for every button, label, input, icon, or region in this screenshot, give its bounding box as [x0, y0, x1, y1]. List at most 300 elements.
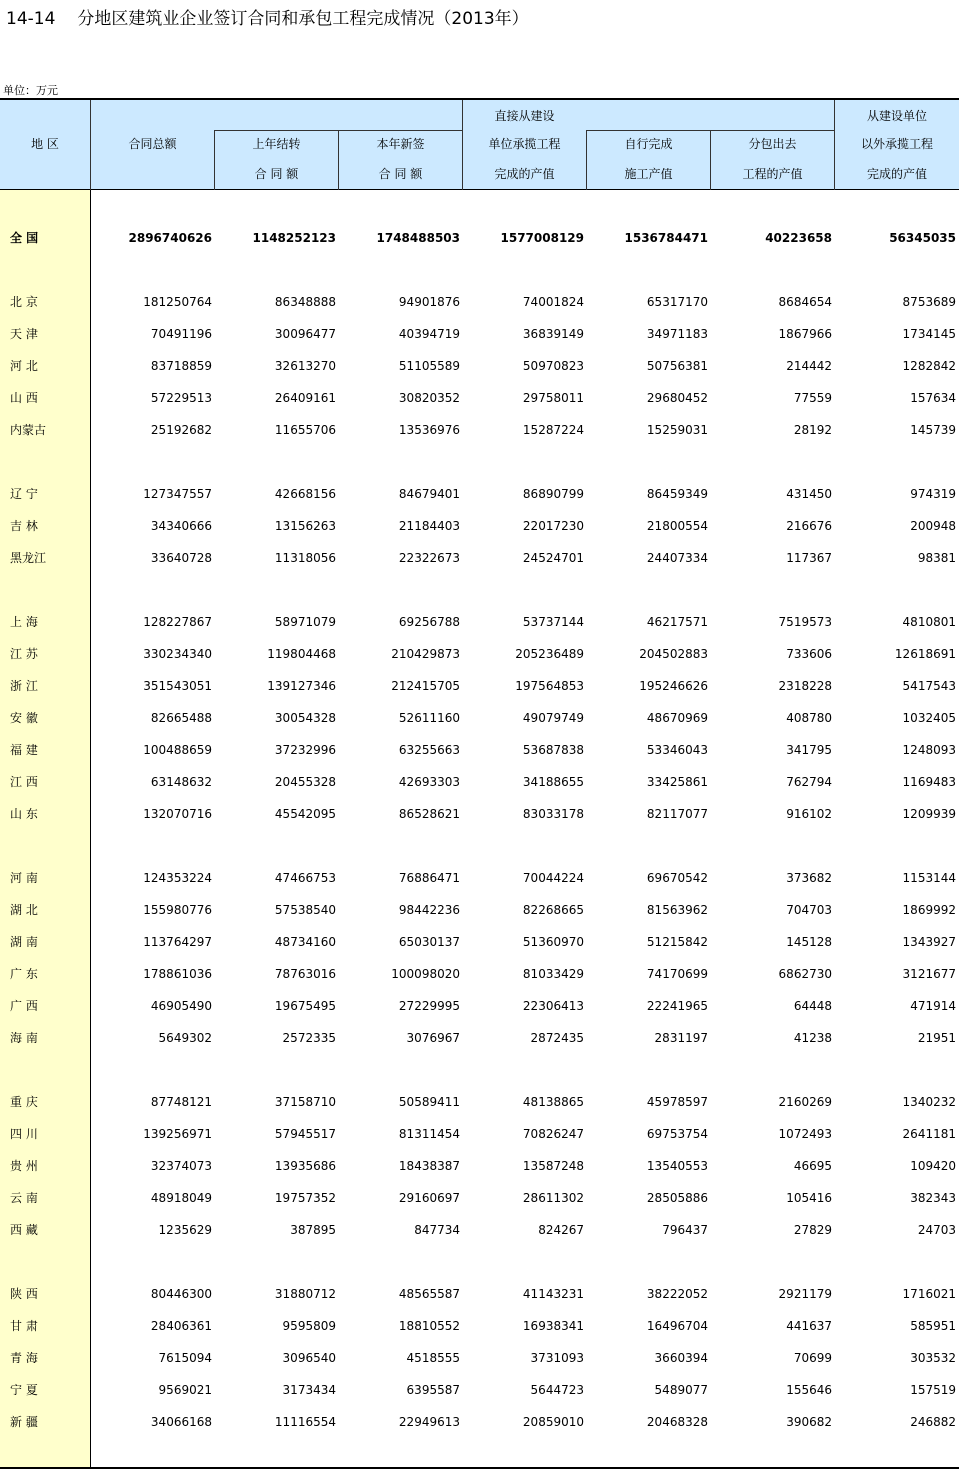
table-row	[0, 516, 959, 536]
cell-subcontract-output: 373682	[786, 871, 832, 885]
cell-contract-total: 70491196	[150, 327, 212, 341]
cell-other-output: 1716021	[902, 1287, 956, 1301]
cell-contract-total: 127347557	[143, 487, 212, 501]
cell-new-signed: 42693303	[398, 775, 460, 789]
page-title	[6, 4, 529, 29]
cell-new-signed: 22322673	[398, 551, 460, 565]
region-name: 西 藏	[10, 1223, 38, 1237]
cell-direct-output: 86890799	[522, 487, 584, 501]
cell-carried-over: 26409161	[274, 391, 336, 405]
cell-other-output: 1343927	[902, 935, 956, 949]
region-name: 山 西	[10, 391, 38, 405]
cell-direct-output: 50970823	[522, 359, 584, 373]
table-row	[0, 1092, 959, 1112]
cell-other-output: 585951	[910, 1319, 956, 1333]
cell-direct-output: 53737144	[522, 615, 584, 629]
table-row	[0, 1220, 959, 1240]
cell-direct-output: 20859010	[522, 1415, 584, 1429]
cell-carried-over: 13935686	[274, 1159, 336, 1173]
cell-other-output: 56345035	[889, 231, 956, 245]
cell-subcontract-output: 916102	[786, 807, 832, 821]
cell-new-signed: 94901876	[398, 295, 460, 309]
cell-new-signed: 210429873	[391, 647, 460, 661]
cell-new-signed: 98442236	[398, 903, 460, 917]
cell-direct-output: 83033178	[522, 807, 584, 821]
cell-other-output: 1282842	[902, 359, 956, 373]
table-row	[0, 484, 959, 504]
table-bottom-rule	[0, 1467, 959, 1469]
cell-subcontract-output: 2160269	[778, 1095, 832, 1109]
cell-other-output: 8753689	[902, 295, 956, 309]
cell-self-output: 86459349	[646, 487, 708, 501]
region-name: 广 东	[10, 967, 38, 981]
cell-direct-output: 16938341	[522, 1319, 584, 1333]
table-row	[0, 708, 959, 728]
cell-direct-output: 2872435	[530, 1031, 584, 1045]
region-name: 黑龙江	[10, 551, 47, 565]
cell-new-signed: 69256788	[398, 615, 460, 629]
cell-new-signed: 18810552	[398, 1319, 460, 1333]
cell-direct-output: 34188655	[522, 775, 584, 789]
cell-direct-output: 81033429	[522, 967, 584, 981]
cell-subcontract-output: 8684654	[778, 295, 832, 309]
table-row	[0, 772, 959, 792]
cell-subcontract-output: 2921179	[778, 1287, 832, 1301]
cell-carried-over: 86348888	[274, 295, 336, 309]
cell-self-output: 796437	[662, 1223, 708, 1237]
cell-self-output: 51215842	[646, 935, 708, 949]
header-new-signed-2: 合 同 额	[378, 167, 423, 181]
header-other-3: 完成的产值	[866, 167, 927, 181]
cell-self-output: 50756381	[646, 359, 708, 373]
table-row	[0, 1316, 959, 1336]
table-row	[0, 548, 959, 568]
cell-subcontract-output: 27829	[793, 1223, 832, 1237]
table-row	[0, 804, 959, 824]
cell-self-output: 29680452	[646, 391, 708, 405]
header-sub-1: 分包出去	[748, 137, 797, 151]
header-self-1: 自行完成	[624, 137, 673, 151]
cell-contract-total: 181250764	[143, 295, 212, 309]
cell-carried-over: 30054328	[274, 711, 336, 725]
cell-carried-over: 119804468	[267, 647, 336, 661]
cell-carried-over: 57538540	[274, 903, 336, 917]
region-name: 宁 夏	[10, 1383, 38, 1397]
region-name: 上 海	[10, 615, 38, 629]
region-name: 江 苏	[10, 647, 38, 661]
cell-subcontract-output: 214442	[786, 359, 832, 373]
cell-self-output: 69753754	[646, 1127, 708, 1141]
cell-self-output: 28505886	[646, 1191, 708, 1205]
cell-contract-total: 128227867	[143, 615, 212, 629]
table-row	[0, 356, 959, 376]
cell-new-signed: 18438387	[398, 1159, 460, 1173]
cell-self-output: 48670969	[646, 711, 708, 725]
cell-contract-total: 155980776	[143, 903, 212, 917]
cell-other-output: 1248093	[902, 743, 956, 757]
cell-subcontract-output: 41238	[793, 1031, 832, 1045]
region-name: 辽 宁	[10, 487, 38, 501]
table-row	[0, 1380, 959, 1400]
cell-contract-total: 7615094	[158, 1351, 212, 1365]
table-row	[0, 964, 959, 984]
region-name: 云 南	[10, 1191, 38, 1205]
region-name: 内蒙古	[10, 423, 47, 437]
cell-contract-total: 1235629	[158, 1223, 212, 1237]
region-name: 北 京	[10, 295, 38, 309]
cell-subcontract-output: 390682	[786, 1415, 832, 1429]
cell-contract-total: 5649302	[158, 1031, 212, 1045]
cell-contract-total: 139256971	[143, 1127, 212, 1141]
header-direct-1: 单位承揽工程	[488, 137, 561, 151]
cell-other-output: 157634	[910, 391, 956, 405]
cell-subcontract-output: 762794	[786, 775, 832, 789]
region-name: 山 东	[10, 807, 38, 821]
region-name: 湖 北	[10, 903, 38, 917]
cell-carried-over: 37158710	[274, 1095, 336, 1109]
cell-new-signed: 4518555	[406, 1351, 460, 1365]
cell-subcontract-output: 77559	[793, 391, 832, 405]
cell-carried-over: 1148252123	[252, 231, 336, 245]
cell-direct-output: 22306413	[522, 999, 584, 1013]
cell-direct-output: 28611302	[522, 1191, 584, 1205]
cell-subcontract-output: 6862730	[778, 967, 832, 981]
cell-contract-total: 178861036	[143, 967, 212, 981]
cell-contract-total: 80446300	[150, 1287, 212, 1301]
cell-self-output: 13540553	[646, 1159, 708, 1173]
cell-carried-over: 45542095	[274, 807, 336, 821]
table-row	[0, 644, 959, 664]
header-self-2: 施工产值	[624, 167, 673, 181]
cell-subcontract-output: 46695	[793, 1159, 832, 1173]
cell-contract-total: 48918049	[150, 1191, 212, 1205]
cell-self-output: 53346043	[646, 743, 708, 757]
table-row	[0, 1412, 959, 1432]
cell-direct-output: 13587248	[522, 1159, 584, 1173]
cell-other-output: 145739	[910, 423, 956, 437]
region-name: 陕 西	[10, 1287, 38, 1301]
region-column-background	[0, 190, 90, 1468]
cell-self-output: 38222052	[646, 1287, 708, 1301]
region-name: 甘 肃	[10, 1319, 38, 1333]
cell-other-output: 1209939	[902, 807, 956, 821]
cell-new-signed: 52611160	[398, 711, 460, 725]
header-contract-total: 合同总额	[128, 137, 177, 151]
cell-new-signed: 65030137	[398, 935, 460, 949]
table-row	[0, 1348, 959, 1368]
table-row	[0, 324, 959, 344]
region-name: 重 庆	[10, 1095, 38, 1109]
cell-other-output: 4810801	[902, 615, 956, 629]
region-name: 青 海	[10, 1351, 38, 1365]
cell-carried-over: 30096477	[274, 327, 336, 341]
cell-carried-over: 47466753	[274, 871, 336, 885]
cell-carried-over: 32613270	[274, 359, 336, 373]
cell-new-signed: 29160697	[398, 1191, 460, 1205]
cell-carried-over: 48734160	[274, 935, 336, 949]
cell-self-output: 65317170	[646, 295, 708, 309]
cell-direct-output: 74001824	[522, 295, 584, 309]
cell-carried-over: 2572335	[282, 1031, 336, 1045]
cell-contract-total: 34066168	[150, 1415, 212, 1429]
cell-contract-total: 28406361	[150, 1319, 212, 1333]
table-row	[0, 932, 959, 952]
cell-other-output: 1734145	[902, 327, 956, 341]
table-number: 14-14	[6, 9, 56, 29]
cell-contract-total: 63148632	[150, 775, 212, 789]
cell-contract-total: 330234340	[143, 647, 212, 661]
table-row	[0, 612, 959, 632]
cell-other-output: 98381	[917, 551, 956, 565]
cell-other-output: 1153144	[902, 871, 956, 885]
header-direct-2: 完成的产值	[494, 167, 555, 181]
cell-direct-output: 53687838	[522, 743, 584, 757]
cell-subcontract-output: 145128	[786, 935, 832, 949]
cell-other-output: 3121677	[902, 967, 956, 981]
cell-new-signed: 40394719	[398, 327, 460, 341]
table-row	[0, 1188, 959, 1208]
cell-direct-output: 51360970	[522, 935, 584, 949]
cell-other-output: 21951	[917, 1031, 956, 1045]
cell-direct-output: 3731093	[530, 1351, 584, 1365]
cell-other-output: 382343	[910, 1191, 956, 1205]
cell-carried-over: 20455328	[274, 775, 336, 789]
cell-contract-total: 33640728	[150, 551, 212, 565]
cell-self-output: 33425861	[646, 775, 708, 789]
region-name: 海 南	[10, 1031, 38, 1045]
cell-contract-total: 100488659	[143, 743, 212, 757]
header-direct-group: 直接从建设	[494, 109, 555, 123]
cell-other-output: 12618691	[894, 647, 956, 661]
region-name: 全 国	[10, 231, 39, 245]
cell-carried-over: 13156263	[274, 519, 336, 533]
cell-carried-over: 11655706	[274, 423, 336, 437]
cell-new-signed: 100098020	[391, 967, 460, 981]
cell-self-output: 195246626	[639, 679, 708, 693]
table-row	[0, 1156, 959, 1176]
region-name: 安 徽	[10, 711, 38, 725]
cell-direct-output: 70044224	[522, 871, 584, 885]
table-row	[0, 1284, 959, 1304]
cell-subcontract-output: 40223658	[765, 231, 832, 245]
cell-direct-output: 36839149	[522, 327, 584, 341]
cell-subcontract-output: 70699	[793, 1351, 832, 1365]
cell-contract-total: 351543051	[143, 679, 212, 693]
cell-contract-total: 34340666	[150, 519, 212, 533]
region-name: 广 西	[10, 999, 38, 1013]
cell-carried-over: 19675495	[274, 999, 336, 1013]
cell-new-signed: 847734	[414, 1223, 460, 1237]
cell-carried-over: 58971079	[274, 615, 336, 629]
cell-new-signed: 21184403	[398, 519, 460, 533]
cell-other-output: 157519	[910, 1383, 956, 1397]
cell-new-signed: 3076967	[406, 1031, 460, 1045]
cell-direct-output: 205236489	[515, 647, 584, 661]
region-name: 贵 州	[10, 1159, 38, 1173]
cell-other-output: 974319	[910, 487, 956, 501]
header-carried-over-1: 上年结转	[252, 137, 301, 151]
cell-new-signed: 6395587	[406, 1383, 460, 1397]
table-header	[0, 98, 959, 190]
cell-other-output: 2641181	[902, 1127, 956, 1141]
cell-self-output: 3660394	[654, 1351, 708, 1365]
cell-self-output: 34971183	[646, 327, 708, 341]
cell-self-output: 74170699	[646, 967, 708, 981]
region-name: 新 疆	[10, 1415, 38, 1429]
cell-self-output: 204502883	[639, 647, 708, 661]
cell-contract-total: 82665488	[150, 711, 212, 725]
cell-carried-over: 78763016	[274, 967, 336, 981]
table-row	[0, 996, 959, 1016]
table-title: 分地区建筑业企业签订合同和承包工程完成情况（2013年）	[77, 9, 529, 29]
cell-direct-output: 29758011	[522, 391, 584, 405]
header-other-1: 从建设单位	[866, 109, 927, 123]
cell-contract-total: 25192682	[150, 423, 212, 437]
cell-other-output: 471914	[910, 999, 956, 1013]
region-name: 河 北	[10, 359, 38, 373]
cell-self-output: 69670542	[646, 871, 708, 885]
cell-subcontract-output: 64448	[793, 999, 832, 1013]
cell-subcontract-output: 408780	[786, 711, 832, 725]
header-region: 地 区	[31, 137, 59, 151]
region-name: 河 南	[10, 871, 38, 885]
cell-direct-output: 824267	[538, 1223, 584, 1237]
header-new-signed-1: 本年新签	[376, 137, 425, 151]
cell-other-output: 1169483	[902, 775, 956, 789]
cell-new-signed: 1748488503	[376, 231, 460, 245]
cell-direct-output: 1577008129	[500, 231, 584, 245]
table-row	[0, 1124, 959, 1144]
cell-direct-output: 24524701	[522, 551, 584, 565]
unit-label: 单位：万元	[3, 84, 58, 97]
cell-new-signed: 63255663	[398, 743, 460, 757]
header-carried-over-2: 合 同 额	[254, 167, 299, 181]
cell-carried-over: 11318056	[274, 551, 336, 565]
cell-other-output: 200948	[910, 519, 956, 533]
cell-subcontract-output: 441637	[786, 1319, 832, 1333]
region-name: 天 津	[10, 327, 38, 341]
cell-contract-total: 9569021	[158, 1383, 212, 1397]
cell-self-output: 45978597	[646, 1095, 708, 1109]
cell-carried-over: 3173434	[282, 1383, 336, 1397]
cell-contract-total: 83718859	[150, 359, 212, 373]
cell-direct-output: 82268665	[522, 903, 584, 917]
cell-subcontract-output: 28192	[793, 423, 832, 437]
cell-new-signed: 81311454	[398, 1127, 460, 1141]
table-row-national	[0, 228, 959, 248]
cell-self-output: 21800554	[646, 519, 708, 533]
cell-self-output: 20468328	[646, 1415, 708, 1429]
cell-carried-over: 37232996	[274, 743, 336, 757]
cell-carried-over: 3096540	[282, 1351, 336, 1365]
cell-direct-output: 70826247	[522, 1127, 584, 1141]
cell-contract-total: 32374073	[150, 1159, 212, 1173]
cell-new-signed: 212415705	[391, 679, 460, 693]
cell-new-signed: 27229995	[398, 999, 460, 1013]
cell-other-output: 109420	[910, 1159, 956, 1173]
cell-other-output: 5417543	[902, 679, 956, 693]
cell-self-output: 2831197	[654, 1031, 708, 1045]
cell-new-signed: 86528621	[398, 807, 460, 821]
table-row	[0, 676, 959, 696]
cell-other-output: 1869992	[902, 903, 956, 917]
table-row	[0, 868, 959, 888]
cell-carried-over: 139127346	[267, 679, 336, 693]
cell-other-output: 1032405	[902, 711, 956, 725]
cell-other-output: 303532	[910, 1351, 956, 1365]
cell-subcontract-output: 431450	[786, 487, 832, 501]
cell-self-output: 5489077	[654, 1383, 708, 1397]
cell-contract-total: 124353224	[143, 871, 212, 885]
cell-direct-output: 5644723	[530, 1383, 584, 1397]
cell-new-signed: 76886471	[398, 871, 460, 885]
cell-other-output: 246882	[910, 1415, 956, 1429]
cell-contract-total: 2896740626	[128, 231, 212, 245]
cell-new-signed: 50589411	[398, 1095, 460, 1109]
cell-new-signed: 13536976	[398, 423, 460, 437]
cell-self-output: 16496704	[646, 1319, 708, 1333]
cell-carried-over: 387895	[290, 1223, 336, 1237]
cell-new-signed: 30820352	[398, 391, 460, 405]
table-row	[0, 388, 959, 408]
cell-carried-over: 11116554	[274, 1415, 336, 1429]
cell-carried-over: 57945517	[274, 1127, 336, 1141]
cell-contract-total: 113764297	[143, 935, 212, 949]
region-name: 湖 南	[10, 935, 38, 949]
cell-subcontract-output: 341795	[786, 743, 832, 757]
cell-self-output: 81563962	[646, 903, 708, 917]
cell-self-output: 24407334	[646, 551, 708, 565]
cell-direct-output: 22017230	[522, 519, 584, 533]
cell-subcontract-output: 1072493	[778, 1127, 832, 1141]
table-row	[0, 900, 959, 920]
cell-new-signed: 22949613	[398, 1415, 460, 1429]
cell-subcontract-output: 1867966	[778, 327, 832, 341]
cell-self-output: 46217571	[646, 615, 708, 629]
cell-carried-over: 42668156	[274, 487, 336, 501]
cell-subcontract-output: 7519573	[778, 615, 832, 629]
cell-new-signed: 84679401	[398, 487, 460, 501]
region-name: 江 西	[10, 775, 38, 789]
cell-self-output: 15259031	[646, 423, 708, 437]
table-row	[0, 292, 959, 312]
cell-new-signed: 48565587	[398, 1287, 460, 1301]
table-row	[0, 420, 959, 440]
cell-contract-total: 46905490	[150, 999, 212, 1013]
header-other-2: 以外承揽工程	[860, 137, 933, 151]
cell-new-signed: 51105589	[398, 359, 460, 373]
cell-subcontract-output: 216676	[786, 519, 832, 533]
cell-direct-output: 49079749	[522, 711, 584, 725]
cell-other-output: 1340232	[902, 1095, 956, 1109]
cell-direct-output: 48138865	[522, 1095, 584, 1109]
cell-contract-total: 132070716	[143, 807, 212, 821]
cell-other-output: 24703	[917, 1223, 956, 1237]
cell-carried-over: 19757352	[274, 1191, 336, 1205]
cell-direct-output: 197564853	[515, 679, 584, 693]
cell-subcontract-output: 105416	[786, 1191, 832, 1205]
region-column-divider	[90, 190, 91, 1468]
cell-subcontract-output: 704703	[786, 903, 832, 917]
cell-direct-output: 41143231	[522, 1287, 584, 1301]
table-row	[0, 1028, 959, 1048]
cell-contract-total: 87748121	[150, 1095, 212, 1109]
cell-direct-output: 15287224	[522, 423, 584, 437]
cell-self-output: 22241965	[646, 999, 708, 1013]
table-row	[0, 740, 959, 760]
header-sub-2: 工程的产值	[742, 167, 803, 181]
region-name: 四 川	[10, 1127, 38, 1141]
